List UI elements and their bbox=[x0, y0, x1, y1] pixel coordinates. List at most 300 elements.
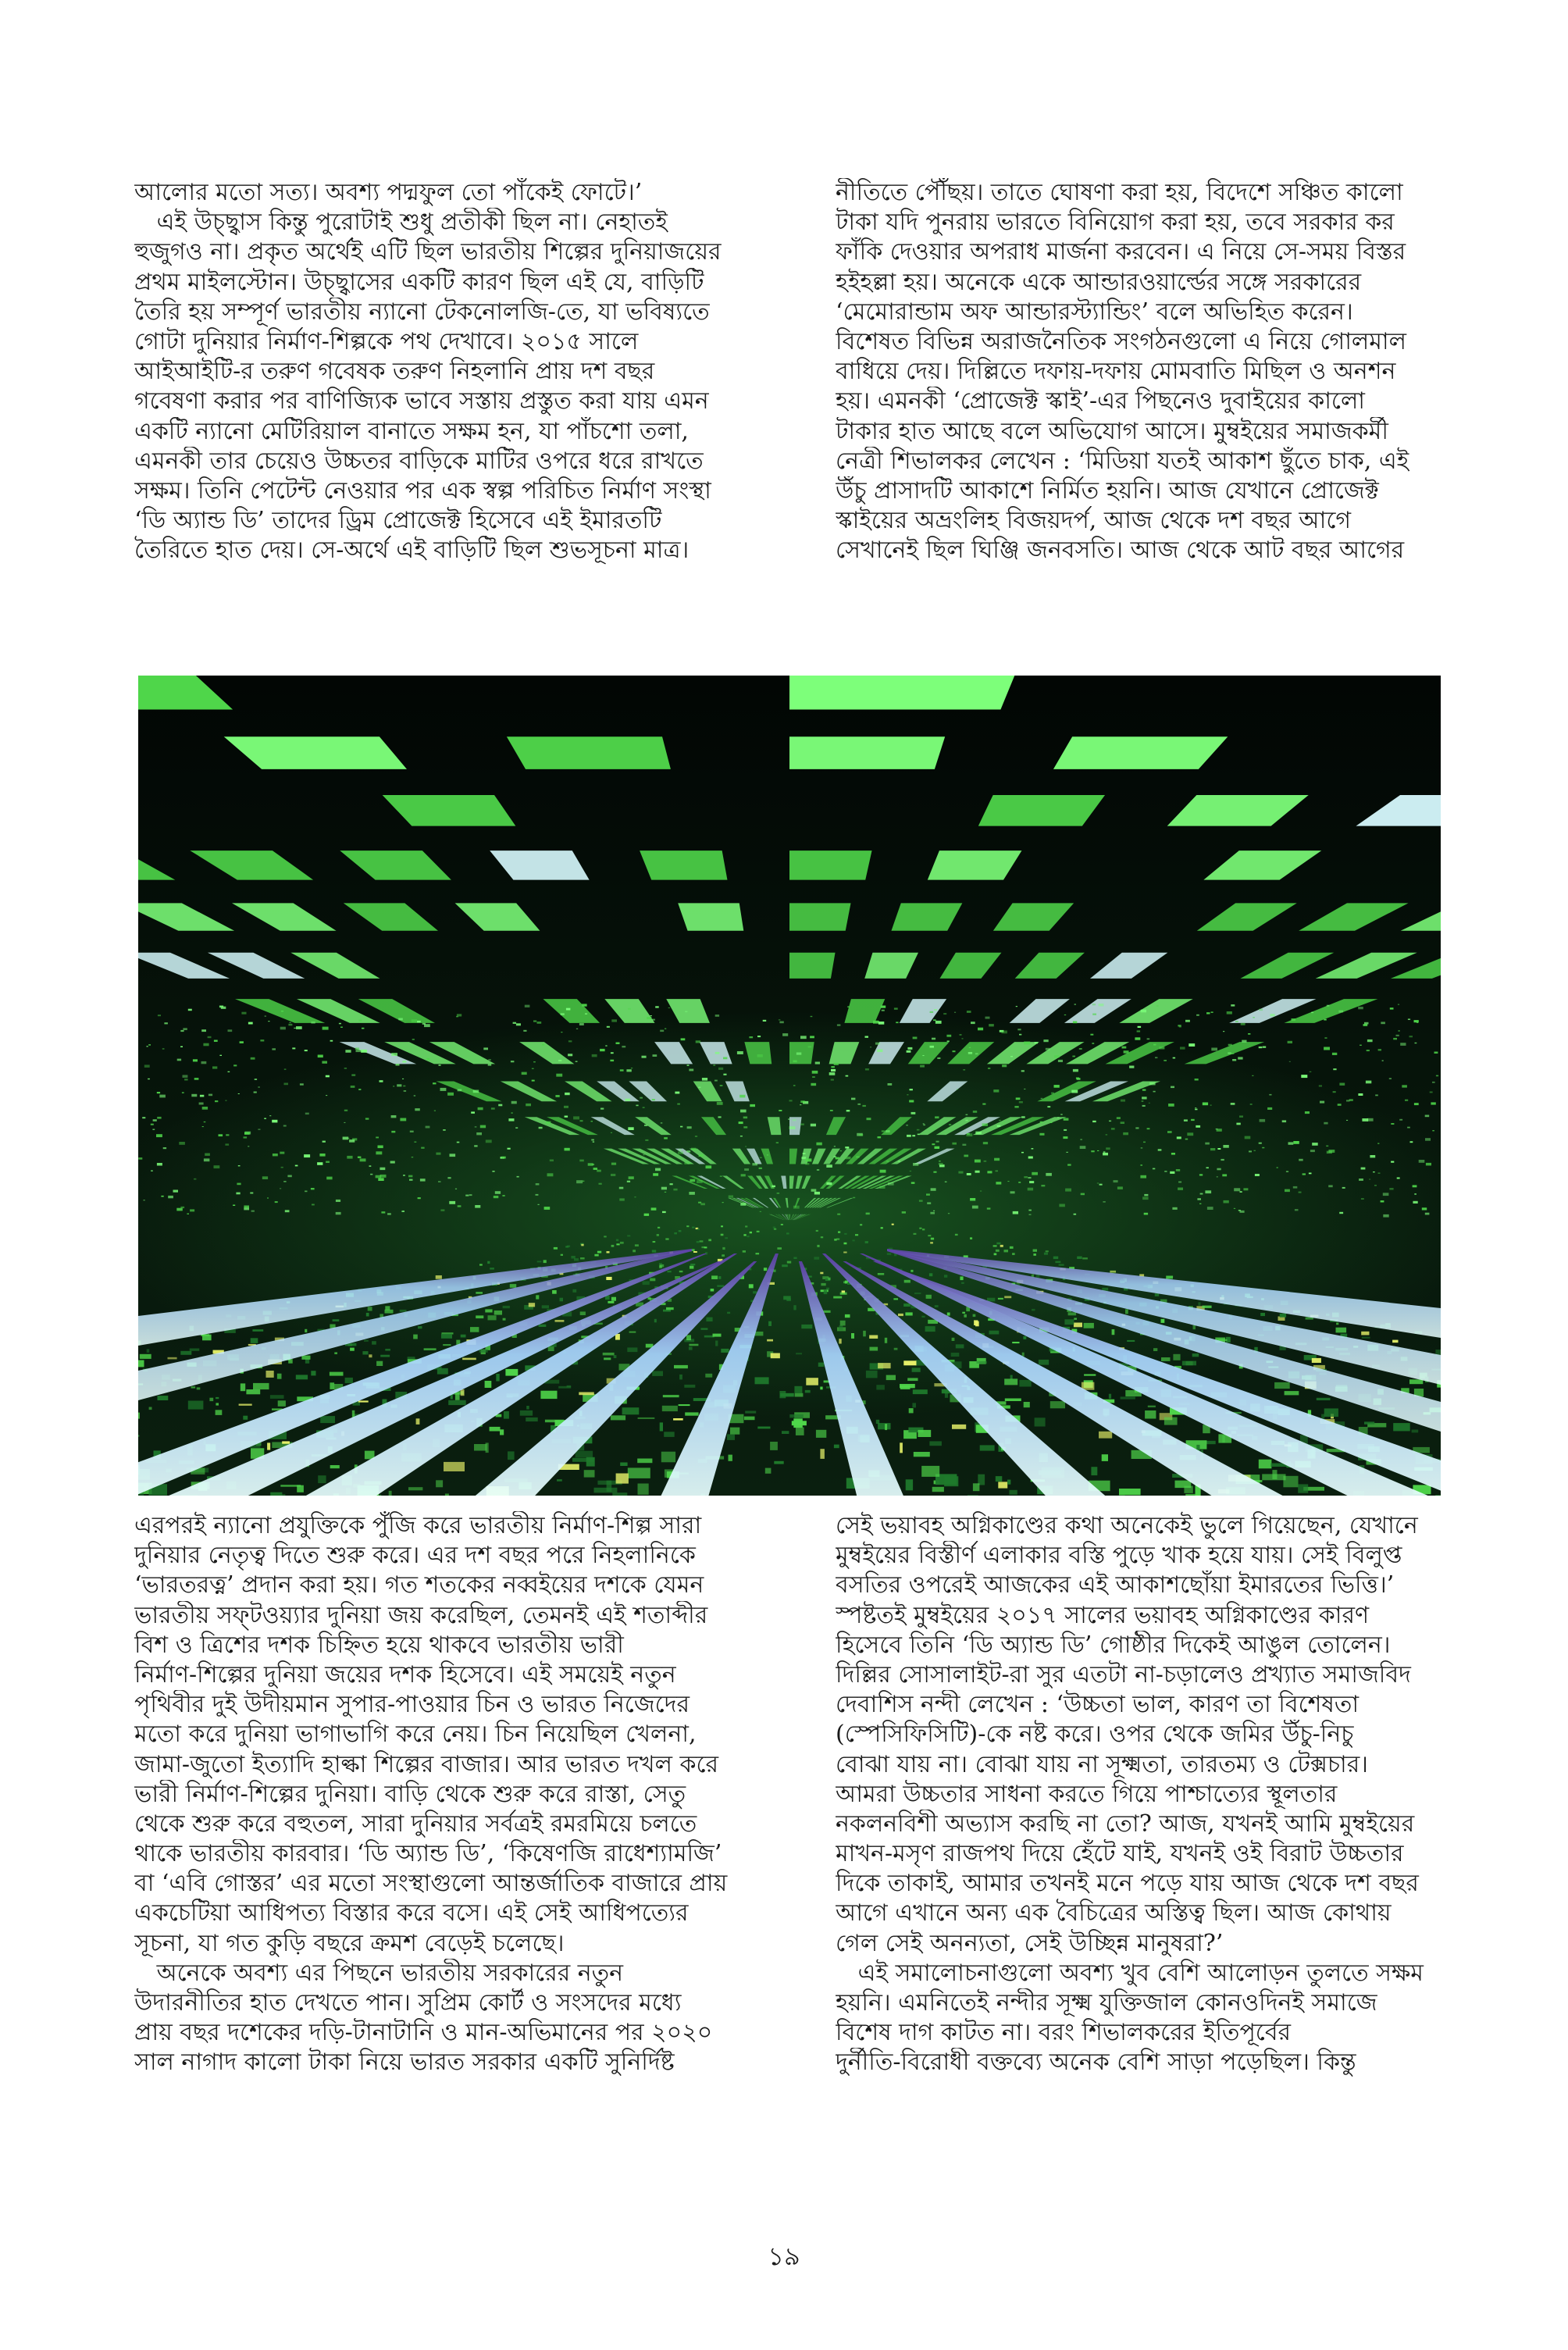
ceiling-dot bbox=[1381, 1200, 1384, 1202]
ceiling-dot bbox=[706, 1165, 712, 1168]
floor-tile bbox=[870, 1347, 878, 1351]
floor-tile bbox=[860, 1224, 862, 1225]
text-line: উদারনীতির হাত দেখতে পান। সুপ্রিম কোর্ট ও সংসদের মধ্যে bbox=[134, 1989, 682, 2017]
floor-tile bbox=[851, 1333, 854, 1339]
ceiling-dot bbox=[1207, 1207, 1213, 1210]
floor-tile bbox=[380, 1355, 390, 1357]
ceiling-dot bbox=[954, 1012, 956, 1013]
ceiling-dot bbox=[157, 1117, 161, 1119]
floor-tile bbox=[786, 1299, 791, 1301]
ceiling-dot bbox=[1092, 1004, 1096, 1005]
floor-tile bbox=[413, 1335, 418, 1339]
floor-tile bbox=[505, 1369, 518, 1376]
floor-tile bbox=[821, 1236, 823, 1238]
ceiling-dot bbox=[878, 1022, 884, 1025]
ceiling-dot bbox=[975, 1132, 982, 1135]
ceiling-dot bbox=[840, 1150, 842, 1151]
floor-tile bbox=[266, 1371, 274, 1378]
ceiling-dot bbox=[972, 1206, 978, 1209]
floor-tile bbox=[1364, 1421, 1374, 1424]
floor-tile bbox=[455, 1393, 460, 1400]
floor-tile bbox=[701, 1328, 708, 1329]
ceiling-dot bbox=[1267, 1107, 1272, 1110]
floor-tile bbox=[745, 1225, 747, 1227]
ceiling-dot bbox=[811, 1124, 816, 1127]
ceiling-dot bbox=[1430, 1092, 1433, 1093]
ceiling-dot bbox=[1328, 1150, 1335, 1153]
floor-tile bbox=[643, 1281, 650, 1285]
ceiling-dot bbox=[644, 1125, 647, 1126]
ceiling-dot bbox=[985, 1017, 990, 1019]
ceiling-dot bbox=[1349, 1099, 1353, 1101]
floor-tile bbox=[572, 1458, 594, 1462]
ceiling-dot bbox=[182, 1092, 184, 1093]
ceiling-dot bbox=[628, 1008, 631, 1010]
ceiling-dot bbox=[947, 1040, 950, 1042]
floor-tile bbox=[437, 1368, 448, 1375]
ceiling-dot bbox=[611, 1132, 612, 1133]
ceiling-dot bbox=[1222, 1174, 1227, 1176]
floor-tile bbox=[996, 1250, 1000, 1252]
floor-tile bbox=[461, 1389, 465, 1396]
ceiling-dot bbox=[1140, 1175, 1146, 1179]
floor-tile bbox=[1125, 1309, 1128, 1314]
ceiling-dot bbox=[652, 1099, 655, 1100]
ceiling-dot bbox=[1206, 1167, 1209, 1168]
ceiling-dot bbox=[975, 1053, 978, 1054]
ceiling-dot bbox=[391, 1115, 397, 1118]
floor-tile bbox=[369, 1354, 372, 1357]
ceiling-dot bbox=[163, 1147, 166, 1149]
floor-tile bbox=[823, 1311, 830, 1313]
floor-tile bbox=[301, 1356, 310, 1360]
ceiling-dot bbox=[532, 1068, 534, 1069]
floor-tile bbox=[674, 1232, 677, 1234]
ceiling-dot bbox=[779, 1110, 782, 1111]
ceiling-dot bbox=[1180, 1047, 1185, 1049]
text-line: দিকে তাকাই, আমার তখনই মনে পড়ে যায় আজ থেকে দশ বছর bbox=[836, 1870, 1419, 1898]
ceiling-dot bbox=[1414, 1193, 1417, 1194]
ceiling-dot bbox=[757, 1054, 763, 1057]
floor-tile bbox=[806, 1378, 818, 1385]
ceiling-dot bbox=[645, 1139, 648, 1141]
ceiling-dot bbox=[204, 1158, 210, 1161]
ceiling-dot bbox=[1249, 1150, 1252, 1152]
ceiling-dot bbox=[1432, 1082, 1435, 1083]
ceiling-dot bbox=[1129, 1066, 1134, 1068]
ceiling-dot bbox=[148, 1044, 151, 1045]
ceiling-dot bbox=[1121, 1122, 1124, 1124]
ceiling-dot bbox=[1436, 1075, 1438, 1077]
ceiling-dot bbox=[1332, 1053, 1337, 1055]
floor-tile bbox=[1004, 1378, 1017, 1385]
ceiling-dot bbox=[653, 1173, 658, 1176]
ceiling-dot bbox=[1252, 1075, 1253, 1076]
ceiling-dot bbox=[565, 1148, 570, 1151]
ceiling-dot bbox=[1184, 1119, 1188, 1122]
ceiling-dot bbox=[536, 1183, 540, 1185]
ceiling-dot bbox=[987, 1171, 992, 1173]
ceiling-dot bbox=[476, 1132, 482, 1135]
text-line: অনেকে অবশ্য এর পিছনে ভারতীয় সরকারের নতুন bbox=[134, 1959, 624, 1987]
ceiling-dot bbox=[1328, 1185, 1333, 1187]
ceiling-dot bbox=[1288, 1041, 1292, 1043]
floor-tile bbox=[216, 1403, 219, 1405]
floor-tile bbox=[1064, 1319, 1074, 1325]
ceiling-dot bbox=[292, 1047, 295, 1049]
floor-tile bbox=[1068, 1312, 1077, 1315]
ceiling-dot bbox=[1144, 1194, 1148, 1196]
ceiling-dot bbox=[1399, 1119, 1402, 1121]
ceiling-dot bbox=[536, 1194, 539, 1196]
ceiling-dot bbox=[913, 1037, 918, 1039]
column-bottom-right bbox=[836, 1511, 1460, 2078]
ceiling-dot bbox=[779, 1019, 781, 1020]
floor-tile bbox=[408, 1487, 422, 1490]
ceiling-dot bbox=[1234, 1188, 1240, 1191]
ceiling-dot bbox=[1197, 1198, 1201, 1200]
ceiling-dot bbox=[523, 1030, 526, 1032]
floor-tile bbox=[715, 1341, 718, 1346]
ceiling-dot bbox=[1425, 1115, 1430, 1118]
ceiling-dot bbox=[265, 1016, 266, 1017]
floor-tile bbox=[844, 1243, 847, 1245]
floor-tile bbox=[485, 1381, 492, 1388]
floor-tile bbox=[1102, 1454, 1108, 1461]
floor-tile bbox=[711, 1275, 718, 1279]
floor-tile bbox=[628, 1467, 650, 1478]
ceiling-dot bbox=[958, 1171, 963, 1174]
ceiling-dot bbox=[1364, 1022, 1369, 1025]
ceiling-dot bbox=[740, 1110, 747, 1113]
ceiling-dot bbox=[1021, 1152, 1024, 1154]
ceiling-dot bbox=[1065, 1189, 1071, 1192]
floor-tile bbox=[886, 1375, 896, 1381]
ceiling-dot bbox=[836, 1157, 840, 1160]
floor-tile bbox=[876, 1385, 885, 1389]
ceiling-dot bbox=[859, 1134, 863, 1136]
floor-tile bbox=[1046, 1250, 1049, 1252]
ceiling-dot bbox=[760, 1157, 762, 1159]
floor-tile bbox=[1022, 1353, 1025, 1357]
ceiling-dot bbox=[1259, 1047, 1263, 1048]
ceiling-dot bbox=[1363, 1024, 1368, 1026]
floor-tile bbox=[504, 1411, 509, 1419]
ceiling-dot bbox=[1046, 1048, 1050, 1050]
ceiling-dot bbox=[1041, 1098, 1043, 1099]
floor-tile bbox=[362, 1351, 368, 1354]
floor-tile bbox=[814, 1257, 819, 1260]
ceiling-dot bbox=[1397, 1178, 1400, 1179]
ceiling-dot bbox=[281, 1167, 283, 1168]
ceiling-dot bbox=[652, 1019, 655, 1021]
text-line: বাধিয়ে দেয়। দিল্লিতে দফায়-দফায় মোমবাতি মিছিল ও অনশন bbox=[836, 358, 1396, 386]
floor-tile bbox=[479, 1264, 483, 1265]
floor-tile bbox=[334, 1352, 337, 1354]
ceiling-dot bbox=[960, 1034, 962, 1036]
ceiling-dot bbox=[789, 1126, 796, 1129]
floor-tile bbox=[820, 1449, 825, 1459]
floor-tile bbox=[191, 1386, 196, 1388]
floor-tile bbox=[952, 1338, 955, 1341]
floor-tile bbox=[138, 1360, 144, 1368]
floor-tile bbox=[594, 1254, 598, 1257]
ceiling-dot bbox=[465, 1195, 469, 1196]
ceiling-dot bbox=[533, 1021, 536, 1022]
floor-tile bbox=[911, 1270, 913, 1272]
ceiling-dot bbox=[793, 1085, 796, 1086]
floor-tile bbox=[1127, 1340, 1135, 1342]
ceiling-dot bbox=[365, 1118, 369, 1119]
ceiling-dot bbox=[1361, 1198, 1364, 1200]
text-line: তৈরিতে হাত দেয়। সে-অর্থে এই বাড়িটি ছিল শুভসূচনা মাত্র। bbox=[134, 537, 690, 565]
floor-tile bbox=[689, 1347, 693, 1350]
ceiling-dot bbox=[358, 1089, 361, 1090]
ceiling-dot bbox=[968, 1052, 972, 1054]
column-top-left bbox=[134, 178, 759, 565]
floor-tile bbox=[168, 1357, 177, 1360]
ceiling-dot bbox=[1320, 1101, 1324, 1104]
ceiling-dot bbox=[715, 1080, 718, 1082]
ceiling-dot bbox=[865, 1036, 869, 1038]
ceiling-dot bbox=[1168, 1104, 1174, 1107]
floor-tile bbox=[931, 1238, 934, 1240]
ceiling-dot bbox=[532, 1080, 535, 1082]
ceiling-dot bbox=[619, 1198, 625, 1200]
ceiling-dot bbox=[808, 1046, 812, 1047]
ceiling-dot bbox=[1103, 1153, 1108, 1156]
ceiling-dot bbox=[219, 1134, 223, 1136]
text-line: নকলনবিশী অভ্যাস করছি না তো? আজ, যখনই আমি মুম্বইয়ের bbox=[836, 1810, 1415, 1838]
ceiling-dot bbox=[1223, 1145, 1228, 1148]
floor-tile bbox=[494, 1311, 502, 1315]
floor-tile bbox=[448, 1400, 466, 1405]
floor-tile bbox=[993, 1245, 997, 1246]
ceiling-dot bbox=[391, 1053, 397, 1056]
ceiling-dot bbox=[236, 1193, 240, 1195]
floor-tile bbox=[441, 1334, 452, 1339]
floor-tile bbox=[821, 1283, 825, 1286]
text-line: হয়। এমনকী ‘প্রোজেক্ট স্কাই’-এর পিছনেও দুবাইয়ের কালো bbox=[836, 387, 1365, 415]
floor-tile bbox=[1039, 1360, 1049, 1365]
ceiling-dot bbox=[597, 1170, 601, 1172]
floor-tile bbox=[576, 1451, 593, 1458]
floor-tile bbox=[652, 1371, 663, 1376]
floor-tile bbox=[930, 1242, 933, 1243]
ceiling-dot bbox=[1295, 1209, 1299, 1211]
ceiling-dot bbox=[508, 1118, 514, 1122]
ceiling-dot bbox=[1179, 1026, 1181, 1028]
ceiling-dot bbox=[750, 1104, 755, 1107]
floor-tile bbox=[330, 1372, 344, 1376]
ceiling-dot bbox=[251, 1057, 255, 1060]
ceiling-dot bbox=[1114, 1180, 1118, 1182]
floor-tile bbox=[787, 1261, 791, 1264]
ceiling-dot bbox=[627, 1181, 630, 1182]
ceiling-dot bbox=[946, 1035, 951, 1037]
ceiling-dot bbox=[831, 1066, 835, 1068]
ceiling-dot bbox=[202, 1107, 208, 1110]
ceiling-dot bbox=[1405, 1100, 1408, 1101]
floor-tile bbox=[838, 1232, 840, 1233]
ceiling-dot bbox=[593, 1142, 594, 1143]
floor-tile bbox=[789, 1414, 804, 1417]
ceiling-dot bbox=[457, 1142, 460, 1143]
floor-tile bbox=[725, 1237, 728, 1239]
floor-tile bbox=[1324, 1408, 1338, 1417]
floor-tile bbox=[470, 1327, 479, 1332]
ceiling-dot bbox=[1014, 1106, 1018, 1108]
floor-tile bbox=[243, 1416, 248, 1420]
ceiling-dot bbox=[193, 1059, 198, 1061]
ceiling-dot bbox=[879, 1186, 885, 1189]
floor-tile bbox=[906, 1479, 913, 1490]
ceiling-dot bbox=[811, 1083, 816, 1086]
ceiling-dot bbox=[691, 1148, 696, 1150]
ceiling-dot bbox=[1228, 1044, 1232, 1047]
floor-tile bbox=[622, 1407, 640, 1414]
ceiling-dot bbox=[412, 1019, 417, 1022]
ceiling-dot bbox=[949, 1124, 951, 1125]
ceiling-dot bbox=[539, 1127, 543, 1129]
ceiling-dot bbox=[888, 1182, 894, 1186]
ceiling-dot bbox=[636, 1105, 638, 1107]
ceiling-dot bbox=[687, 1064, 690, 1065]
ceiling-dot bbox=[376, 1151, 382, 1154]
ceiling-dot bbox=[745, 1146, 747, 1147]
floor-tile bbox=[805, 1390, 811, 1393]
ceiling-dot bbox=[1024, 1176, 1028, 1178]
ceiling-dot bbox=[1064, 1129, 1067, 1131]
floor-tile bbox=[574, 1258, 579, 1261]
floor-tile bbox=[147, 1349, 150, 1353]
ceiling-dot bbox=[982, 1123, 988, 1126]
ceiling-dot bbox=[1124, 1050, 1129, 1054]
ceiling-dot bbox=[660, 1030, 664, 1032]
ceiling-dot bbox=[1007, 1181, 1009, 1182]
floor-tile bbox=[526, 1406, 529, 1410]
ceiling-dot bbox=[1434, 1052, 1438, 1054]
ceiling-dot bbox=[963, 1069, 965, 1070]
ceiling-dot bbox=[151, 1124, 154, 1125]
floor-tile bbox=[529, 1303, 535, 1307]
ceiling-dot bbox=[212, 1066, 217, 1068]
ceiling-dot bbox=[1391, 1161, 1394, 1163]
floor-tile bbox=[1109, 1394, 1111, 1399]
floor-tile bbox=[584, 1470, 595, 1477]
floor-tile bbox=[697, 1241, 700, 1243]
ceiling-dot bbox=[344, 1110, 347, 1111]
floor-tile bbox=[818, 1363, 825, 1367]
ceiling-dot bbox=[1259, 1009, 1263, 1011]
floor-tile bbox=[282, 1494, 285, 1496]
ceiling-dot bbox=[240, 1041, 244, 1043]
ceiling-dot bbox=[1063, 1136, 1067, 1139]
ceiling-dot bbox=[408, 1175, 412, 1178]
floor-tile bbox=[305, 1329, 307, 1332]
ceiling-dot bbox=[300, 1083, 304, 1085]
ceiling-dot bbox=[911, 1182, 915, 1184]
floor-tile bbox=[793, 1418, 803, 1428]
ceiling-dot bbox=[409, 1179, 413, 1181]
ceiling-dot bbox=[720, 1085, 723, 1086]
ceiling-dot bbox=[846, 1075, 849, 1077]
ceiling-dot bbox=[650, 1015, 651, 1016]
text-line: বিশেষত বিভিন্ন অরাজনৈতিক সংগঠনগুলো এ নিয়ে গোলমাল bbox=[836, 327, 1406, 355]
floor-tile bbox=[376, 1361, 383, 1366]
ceiling-dot bbox=[619, 1187, 624, 1189]
ceiling-dot bbox=[516, 1023, 521, 1025]
ceiling-dot bbox=[1196, 1125, 1200, 1128]
floor-tile bbox=[796, 1428, 804, 1435]
ceiling-dot bbox=[1164, 1171, 1167, 1172]
floor-tile bbox=[476, 1292, 483, 1294]
ceiling-dot bbox=[831, 1069, 836, 1072]
ceiling-dot bbox=[1016, 1006, 1017, 1007]
floor-tile bbox=[664, 1432, 675, 1437]
floor-tile bbox=[773, 1227, 775, 1228]
ceiling-dot bbox=[1288, 1142, 1294, 1144]
ceiling-dot bbox=[937, 1057, 940, 1059]
ceiling-dot bbox=[767, 1154, 768, 1155]
ceiling-dot bbox=[225, 1100, 226, 1101]
ceiling-dot bbox=[862, 1105, 866, 1107]
ceiling-dot bbox=[221, 1007, 226, 1009]
ceiling-dot bbox=[611, 1019, 617, 1022]
ceiling-dot bbox=[1413, 1201, 1417, 1204]
floor-tile bbox=[685, 1412, 698, 1415]
floor-tile bbox=[956, 1344, 964, 1348]
ceiling-dot bbox=[834, 1063, 839, 1065]
floor-tile bbox=[793, 1257, 796, 1260]
ceiling-dot bbox=[760, 1211, 761, 1212]
ceiling-dot bbox=[1228, 1052, 1231, 1054]
floor-tile bbox=[510, 1284, 516, 1288]
text-line: বিশেষ দাগ কাটত না। বরং শিভালকরের ইতিপূর্বের bbox=[836, 2019, 1292, 2047]
ceiling-dot bbox=[1327, 1005, 1330, 1007]
ceiling-dot bbox=[749, 1036, 753, 1038]
ceiling-dot bbox=[1231, 1004, 1235, 1007]
ceiling-dot bbox=[926, 1193, 930, 1195]
floor-tile bbox=[633, 1250, 636, 1252]
ceiling-dot bbox=[907, 1094, 908, 1095]
ceiling-dot bbox=[358, 1020, 362, 1022]
floor-tile bbox=[1044, 1253, 1048, 1255]
ceiling-dot bbox=[1142, 1105, 1146, 1107]
floor-tile bbox=[1298, 1484, 1308, 1492]
floor-tile bbox=[977, 1361, 988, 1364]
floor-tile bbox=[1032, 1309, 1035, 1311]
floor-tile bbox=[614, 1355, 617, 1358]
ceiling-dot bbox=[1425, 1138, 1431, 1141]
ceiling-dot bbox=[403, 1086, 405, 1087]
floor-tile bbox=[1272, 1470, 1277, 1479]
ceiling-dot bbox=[962, 1038, 964, 1039]
ceiling-dot bbox=[144, 1064, 150, 1068]
floor-tile bbox=[689, 1344, 698, 1346]
ceiling-dot bbox=[225, 1143, 229, 1145]
floor-tile bbox=[604, 1236, 607, 1237]
floor-tile bbox=[1053, 1257, 1058, 1260]
ceiling-dot bbox=[1383, 1193, 1389, 1196]
ceiling-dot bbox=[305, 1050, 308, 1051]
ceiling-dot bbox=[1167, 1131, 1172, 1133]
floor-tile bbox=[252, 1329, 263, 1332]
floor-tile bbox=[278, 1400, 286, 1407]
ceiling-dot bbox=[723, 1074, 726, 1075]
text-line: সূচনা, যা গত কুড়ি বছরে ক্রমশ বেড়েই চলেছে। bbox=[134, 1929, 565, 1957]
ceiling-dot bbox=[1231, 1053, 1235, 1054]
